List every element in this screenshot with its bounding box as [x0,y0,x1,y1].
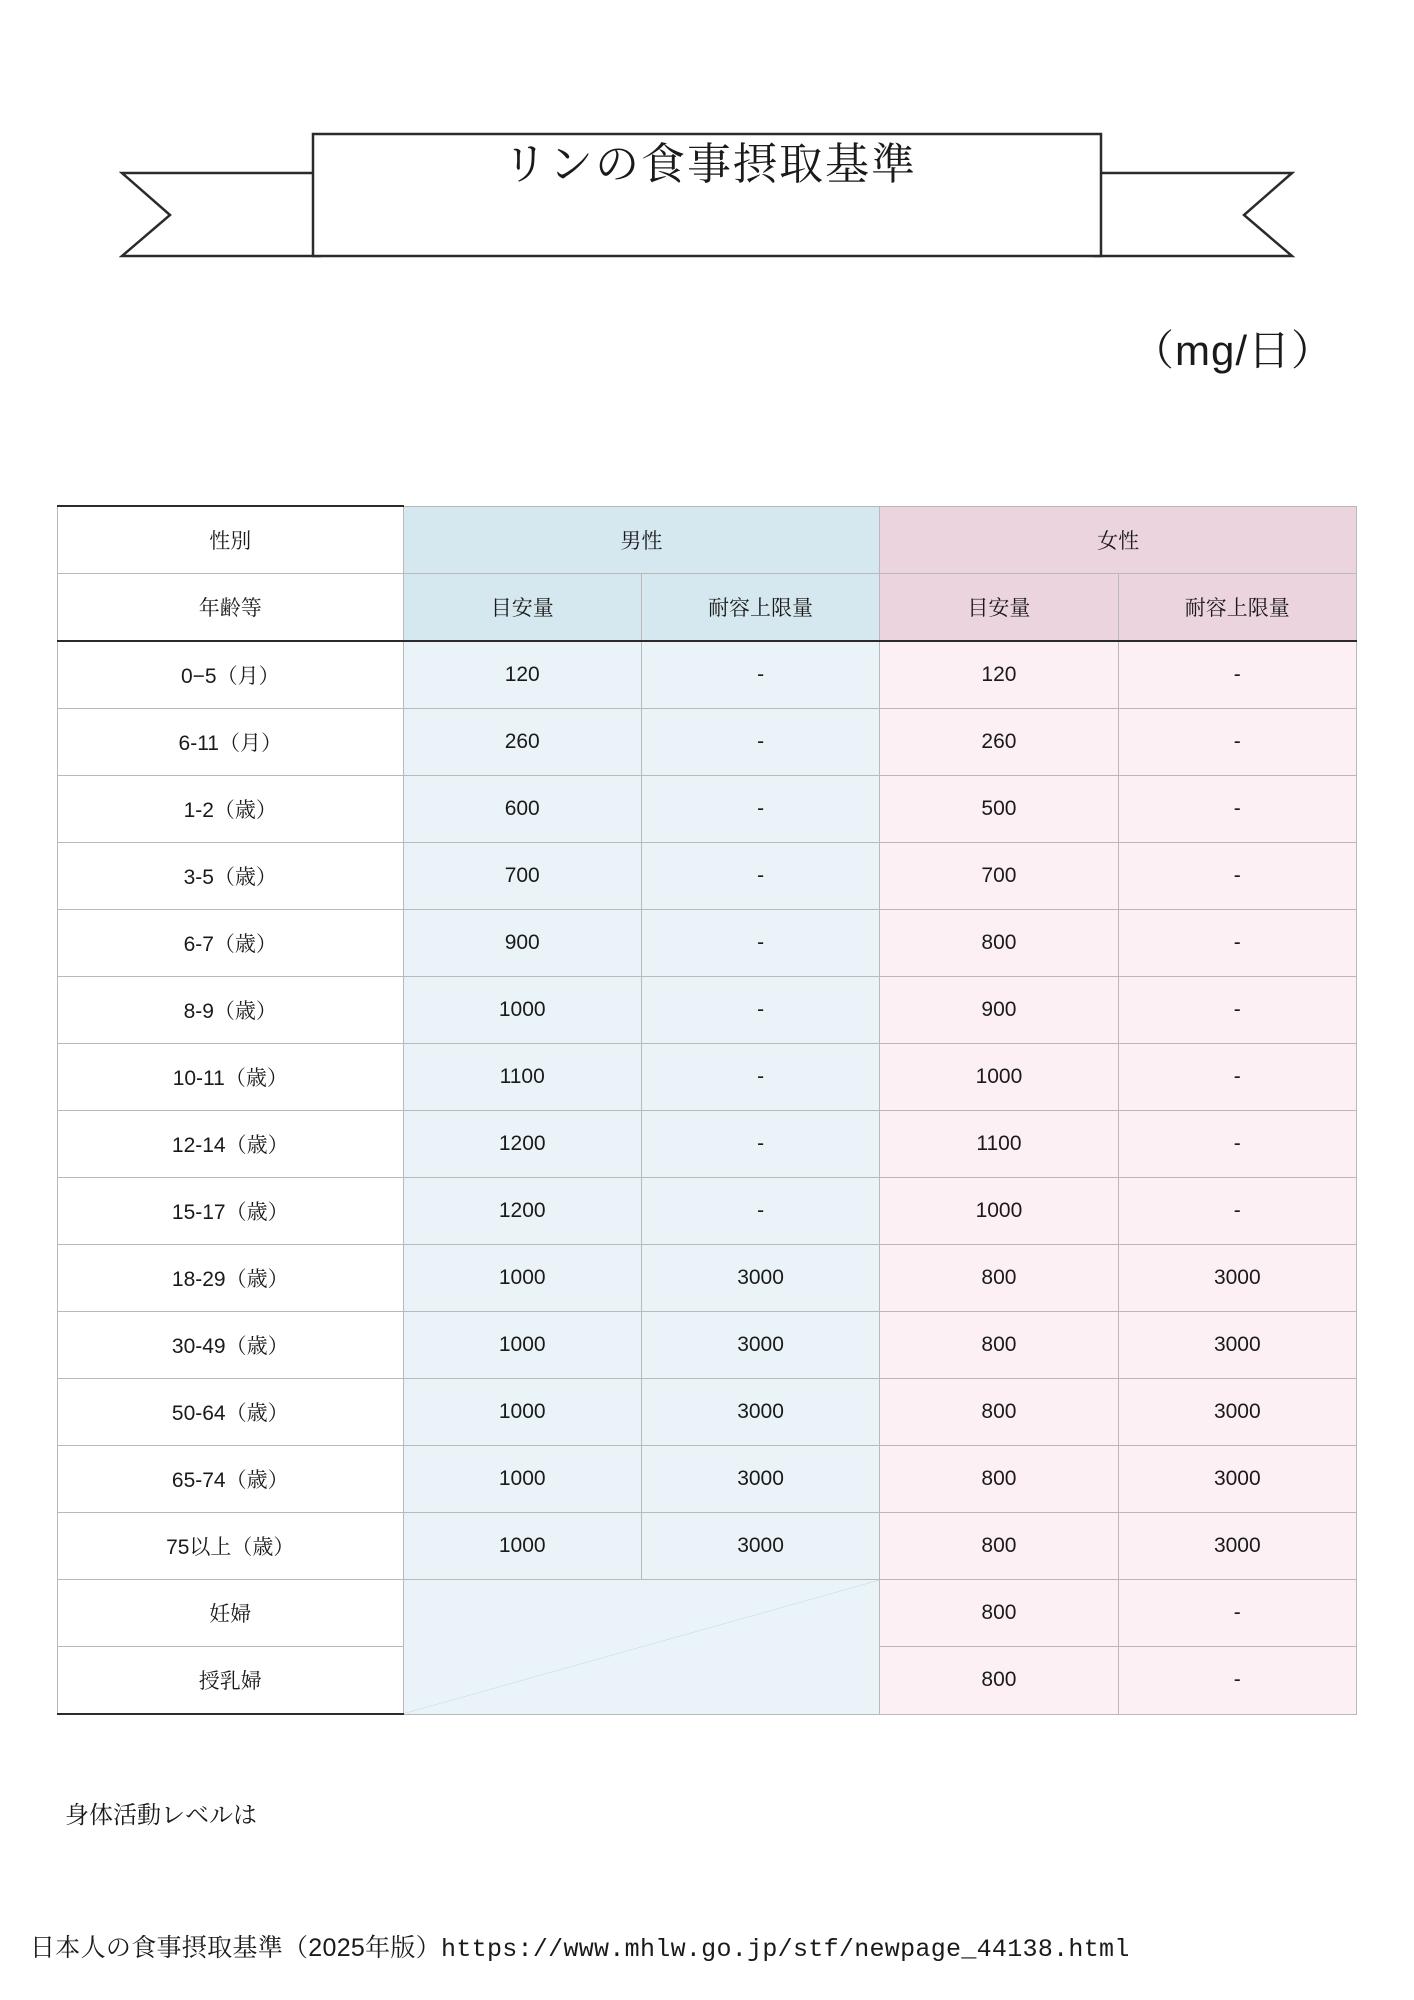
row-age: 授乳婦 [58,1647,404,1715]
header-female-ai: 目安量 [880,574,1118,642]
row-male-ul: - [641,776,879,843]
row-male-ul: - [641,709,879,776]
table-row [58,1379,1357,1446]
table-row [58,776,1357,843]
row-female-ai: 800 [880,1379,1118,1446]
row-male-ai: 1200 [403,1111,641,1178]
source-text: 日本人の食事摂取基準（2025年版） [30,1934,442,1962]
table-header-row-2 [58,574,1357,642]
table-row [58,709,1357,776]
row-female-ai: 260 [880,709,1118,776]
row-male-ai: 1000 [403,1245,641,1312]
row-male-ai: 260 [403,709,641,776]
row-female-ai: 1000 [880,1044,1118,1111]
row-female-ul: - [1118,1647,1356,1715]
row-male-ai: 1000 [403,977,641,1044]
source-url: https://www.mhlw.go.jp/stf/newpage_44138.html [441,1935,1130,1964]
row-female-ai: 800 [880,1245,1118,1312]
row-age: 10-11（歳） [58,1044,404,1111]
row-female-ul: - [1118,776,1356,843]
row-female-ul: 3000 [1118,1312,1356,1379]
row-age: 6-11（月） [58,709,404,776]
row-age: 15-17（歳） [58,1178,404,1245]
row-female-ul: - [1118,641,1356,709]
row-female-ul: 3000 [1118,1245,1356,1312]
row-female-ai: 500 [880,776,1118,843]
table-row [58,1446,1357,1513]
row-age: 8-9（歳） [58,977,404,1044]
row-age: 18-29（歳） [58,1245,404,1312]
row-female-ai: 700 [880,843,1118,910]
row-male-ul: - [641,843,879,910]
row-male-ul: - [641,641,879,709]
row-male-ai: 1000 [403,1446,641,1513]
row-female-ul: - [1118,1111,1356,1178]
row-male-ai: 1000 [403,1312,641,1379]
row-age: 3-5（歳） [58,843,404,910]
row-age: 50-64（歳） [58,1379,404,1446]
row-male-ul: - [641,977,879,1044]
row-female-ai: 800 [880,1312,1118,1379]
row-female-ul: 3000 [1118,1446,1356,1513]
row-age: 75以上（歳） [58,1513,404,1580]
row-age: 1-2（歳） [58,776,404,843]
row-female-ai: 120 [880,641,1118,709]
row-female-ul: - [1118,843,1356,910]
row-female-ai: 1000 [880,1178,1118,1245]
title-banner [0,60,1414,280]
table-row [58,1044,1357,1111]
row-female-ul: - [1118,977,1356,1044]
table-row [58,1111,1357,1178]
table-row [58,1312,1357,1379]
dri-table-container [57,505,1357,1715]
row-female-ai: 900 [880,977,1118,1044]
row-age: 0−5（月） [58,641,404,709]
unit-label: （mg/日） [1131,327,1334,374]
header-age-label: 年齢等 [58,574,404,642]
table-row [58,1245,1357,1312]
row-female-ai: 800 [880,1446,1118,1513]
table-row [58,910,1357,977]
row-male-ai: 1000 [403,1379,641,1446]
row-female-ul: - [1118,709,1356,776]
row-male-ai: 600 [403,776,641,843]
table-row [58,1513,1357,1580]
row-female-ai: 800 [880,1513,1118,1580]
row-male-ul: 3000 [641,1513,879,1580]
table-row [58,843,1357,910]
row-male-ul: 3000 [641,1446,879,1513]
row-female-ul: - [1118,910,1356,977]
table-row [58,977,1357,1044]
row-male-ul: 3000 [641,1379,879,1446]
row-male-ul: - [641,910,879,977]
row-age: 妊婦 [58,1580,404,1647]
row-male-ai: 700 [403,843,641,910]
header-male: 男性 [403,506,880,574]
row-male-ul: - [641,1044,879,1111]
row-female-ul: 3000 [1118,1379,1356,1446]
row-age: 65-74（歳） [58,1446,404,1513]
row-female-ul: 3000 [1118,1513,1356,1580]
row-male-ul: - [641,1178,879,1245]
table-row [58,641,1357,709]
row-female-ai: 800 [880,1647,1118,1715]
row-male-ai: 900 [403,910,641,977]
source-line [30,1928,1130,1964]
row-age: 12-14（歳） [58,1111,404,1178]
row-male-ul: - [641,1111,879,1178]
diagonal-strike [404,1580,880,1714]
male-not-applicable-cell [403,1580,880,1715]
header-male-ul: 耐容上限量 [641,574,879,642]
row-age: 6-7（歳） [58,910,404,977]
header-male-ai: 目安量 [403,574,641,642]
header-female: 女性 [880,506,1357,574]
header-sex-label: 性別 [58,506,404,574]
table-row [58,1178,1357,1245]
page-title: リンの食事摂取基準 [503,140,917,189]
footnote-activity-level: 身体活動レベルは [65,1802,257,1829]
dri-table [57,505,1357,1715]
header-female-ul: 耐容上限量 [1118,574,1356,642]
row-female-ai: 800 [880,910,1118,977]
table-header-row-1 [58,506,1357,574]
row-male-ai: 1000 [403,1513,641,1580]
row-female-ul: - [1118,1580,1356,1647]
row-female-ai: 1100 [880,1111,1118,1178]
row-male-ai: 1200 [403,1178,641,1245]
row-female-ul: - [1118,1044,1356,1111]
row-male-ul: 3000 [641,1245,879,1312]
row-age: 30-49（歳） [58,1312,404,1379]
row-male-ai: 1100 [403,1044,641,1111]
row-male-ul: 3000 [641,1312,879,1379]
row-female-ul: - [1118,1178,1356,1245]
row-female-ai: 800 [880,1580,1118,1647]
table-row-pregnant [58,1580,1357,1647]
row-male-ai: 120 [403,641,641,709]
